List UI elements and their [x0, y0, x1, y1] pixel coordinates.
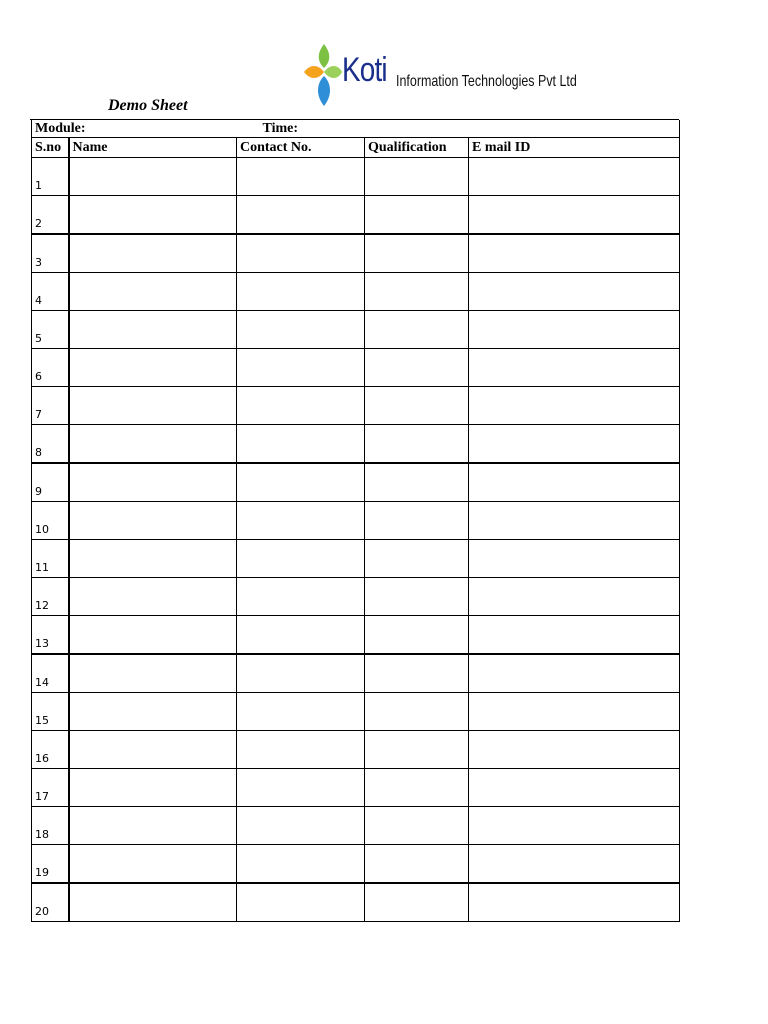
row-name-cell [69, 349, 237, 387]
table-row [32, 616, 680, 655]
row-sno-cell: 15 [32, 693, 69, 731]
row-name-cell [69, 234, 237, 273]
row-name-cell [69, 196, 237, 235]
row-qualification-cell [365, 311, 469, 349]
row-sno-cell: 8 [32, 425, 69, 464]
row-email-cell [469, 693, 680, 731]
row-name-cell [69, 883, 237, 922]
table-row [32, 158, 680, 196]
row-name-cell [69, 616, 237, 655]
row-email-cell [469, 158, 680, 196]
table-row [32, 196, 680, 235]
row-email-cell [469, 349, 680, 387]
row-qualification-cell [365, 234, 469, 273]
row-name-cell [69, 425, 237, 464]
table-row [32, 349, 680, 387]
row-name-cell [69, 807, 237, 845]
row-email-cell [469, 196, 680, 235]
sheet-title: Demo Sheet [108, 97, 188, 114]
row-qualification-cell [365, 387, 469, 425]
row-qualification-cell [365, 196, 469, 235]
row-sno-cell: 20 [32, 883, 69, 922]
row-contact-cell [237, 311, 365, 349]
row-sno-cell: 14 [32, 654, 69, 693]
table-row [32, 883, 680, 922]
row-contact-cell [237, 883, 365, 922]
row-qualification-cell [365, 845, 469, 884]
row-email-cell [469, 273, 680, 311]
row-email-cell [469, 540, 680, 578]
table-row [32, 540, 680, 578]
row-sno-cell: 17 [32, 769, 69, 807]
table-row [32, 693, 680, 731]
column-header-email: E mail ID [469, 138, 680, 158]
row-email-cell [469, 463, 680, 502]
row-qualification-cell [365, 273, 469, 311]
row-qualification-cell [365, 463, 469, 502]
row-qualification-cell [365, 578, 469, 616]
row-sno-cell: 1 [32, 158, 69, 196]
row-contact-cell [237, 578, 365, 616]
row-contact-cell [237, 807, 365, 845]
row-sno-cell: 7 [32, 387, 69, 425]
row-name-cell [69, 769, 237, 807]
row-sno-cell: 16 [32, 731, 69, 769]
row-qualification-cell [365, 769, 469, 807]
row-qualification-cell [365, 807, 469, 845]
row-qualification-cell [365, 349, 469, 387]
table-row [32, 311, 680, 349]
leaf-logo-icon [302, 42, 342, 108]
column-header-contact: Contact No. [237, 138, 365, 158]
demo-sheet-table [31, 120, 680, 922]
row-name-cell [69, 654, 237, 693]
row-email-cell [469, 845, 680, 884]
row-qualification-cell [365, 158, 469, 196]
time-cell [237, 120, 680, 138]
row-name-cell [69, 463, 237, 502]
row-contact-cell [237, 769, 365, 807]
row-name-cell [69, 540, 237, 578]
row-sno-cell: 9 [32, 463, 69, 502]
row-sno-cell: 10 [32, 502, 69, 540]
table-row [32, 807, 680, 845]
column-header-sno: S.no [32, 138, 69, 158]
row-contact-cell [237, 196, 365, 235]
table-row [32, 234, 680, 273]
row-contact-cell [237, 273, 365, 311]
row-email-cell [469, 578, 680, 616]
row-email-cell [469, 616, 680, 655]
module-label: Module: [32, 120, 237, 138]
row-email-cell [469, 387, 680, 425]
row-name-cell [69, 502, 237, 540]
row-contact-cell [237, 502, 365, 540]
row-qualification-cell [365, 425, 469, 464]
table-row [32, 731, 680, 769]
row-email-cell [469, 731, 680, 769]
row-qualification-cell [365, 540, 469, 578]
row-contact-cell [237, 693, 365, 731]
row-contact-cell [237, 540, 365, 578]
table-row [32, 387, 680, 425]
row-email-cell [469, 654, 680, 693]
row-name-cell [69, 387, 237, 425]
row-sno-cell: 3 [32, 234, 69, 273]
table-row [32, 578, 680, 616]
column-header-qualification: Qualification [365, 138, 469, 158]
table-row [32, 273, 680, 311]
data-rows [32, 158, 680, 922]
row-qualification-cell [365, 616, 469, 655]
row-contact-cell [237, 425, 365, 464]
row-name-cell [69, 158, 237, 196]
row-name-cell [69, 311, 237, 349]
company-logo [300, 40, 590, 110]
row-sno-cell: 18 [32, 807, 69, 845]
company-name: Information Technologies Pvt Ltd [396, 73, 577, 90]
row-qualification-cell [365, 883, 469, 922]
row-name-cell [69, 845, 237, 884]
row-contact-cell [237, 654, 365, 693]
row-contact-cell [237, 234, 365, 273]
row-sno-cell: 19 [32, 845, 69, 884]
row-contact-cell [237, 349, 365, 387]
row-contact-cell [237, 158, 365, 196]
row-contact-cell [237, 616, 365, 655]
row-email-cell [469, 769, 680, 807]
row-sno-cell: 4 [32, 273, 69, 311]
row-name-cell [69, 693, 237, 731]
row-sno-cell: 5 [32, 311, 69, 349]
table-row [32, 502, 680, 540]
row-email-cell [469, 883, 680, 922]
meta-row [32, 120, 680, 138]
row-email-cell [469, 425, 680, 464]
time-label: Time: [262, 121, 299, 136]
row-contact-cell [237, 463, 365, 502]
row-qualification-cell [365, 693, 469, 731]
row-email-cell [469, 311, 680, 349]
row-name-cell [69, 731, 237, 769]
row-sno-cell: 13 [32, 616, 69, 655]
row-name-cell [69, 578, 237, 616]
brand-name: Koti [342, 51, 387, 89]
row-sno-cell: 12 [32, 578, 69, 616]
row-qualification-cell [365, 654, 469, 693]
row-sno-cell: 11 [32, 540, 69, 578]
row-contact-cell [237, 845, 365, 884]
row-email-cell [469, 502, 680, 540]
row-sno-cell: 2 [32, 196, 69, 235]
row-sno-cell: 6 [32, 349, 69, 387]
row-email-cell [469, 807, 680, 845]
row-qualification-cell [365, 731, 469, 769]
table-row [32, 769, 680, 807]
table-row [32, 654, 680, 693]
row-contact-cell [237, 387, 365, 425]
header-row [32, 138, 680, 158]
row-qualification-cell [365, 502, 469, 540]
column-header-name: Name [69, 138, 237, 158]
table-row [32, 425, 680, 464]
row-contact-cell [237, 731, 365, 769]
table-row [32, 845, 680, 884]
table-row [32, 463, 680, 502]
row-name-cell [69, 273, 237, 311]
row-email-cell [469, 234, 680, 273]
